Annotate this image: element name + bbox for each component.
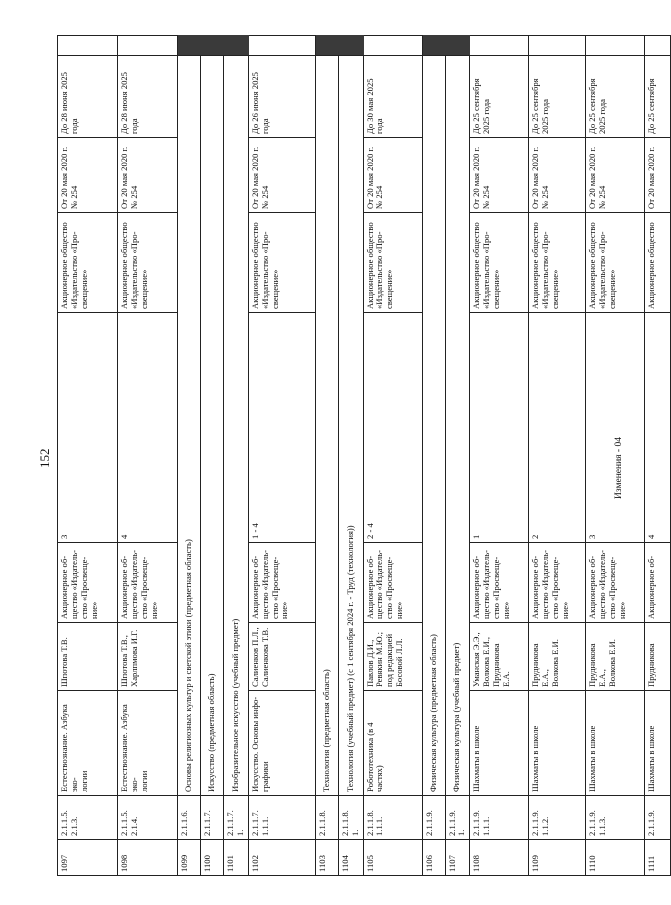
code-cell: 2.1.1.9. 1.1.3. <box>586 796 645 840</box>
section-header-cell: Технология (предметная область) <box>315 56 338 796</box>
row-number-cell: 1110 <box>586 840 645 876</box>
code-cell: 2.1.1.9. <box>422 796 445 840</box>
dark-edge-cell <box>201 36 224 56</box>
order-cell: От 20 мая 2020 г. № 254 <box>529 138 586 213</box>
dark-edge-cell <box>586 36 645 56</box>
organization-cell: Акционерное общество «Издательство «Про- свещение» <box>586 213 645 313</box>
valid-until-cell: До 25 сентября 2025 года <box>586 56 645 138</box>
row-number-cell: 1108 <box>470 840 529 876</box>
valid-until-cell: До 25 сентября 2025 года <box>470 56 529 138</box>
code-cell: 2.1.1.5. 2.1.3. <box>58 796 118 840</box>
publisher-cell: Акционерное об- щество «Издатель- ство «Просвеще- ние» <box>248 543 315 623</box>
table-row <box>224 36 249 876</box>
row-number-cell: 1106 <box>422 840 445 876</box>
code-cell: 2.1.1.9. 1.1.2. <box>529 796 586 840</box>
valid-until-cell: До 28 июня 2025 года <box>118 56 178 138</box>
organization-cell: Акционерное общество «Издательство «Про- свещение» <box>529 213 586 313</box>
order-cell: От 20 мая 2020 г. № 254 <box>470 138 529 213</box>
publisher-cell: Акционерное об- щество «Издатель- ство «Просвеще- ние» <box>470 543 529 623</box>
title-cell: Шахматы в школе <box>529 691 586 796</box>
table-row <box>586 36 645 876</box>
dark-edge-cell <box>645 36 671 56</box>
organization-cell: Акционерное общество «Издательство «Про- свещение» <box>58 213 118 313</box>
grade-cell: 2 - 4 <box>363 313 422 543</box>
publisher-cell: Акционерное об- щество «Издатель- ство «Просвеще- ние» <box>586 543 645 623</box>
row-number-cell: 1098 <box>118 840 178 876</box>
table-row <box>201 36 224 876</box>
dark-edge-cell <box>338 36 363 56</box>
valid-until-cell: До 25 сентября 2025 года <box>529 56 586 138</box>
dark-edge-cell <box>315 36 338 56</box>
title-cell: Естествознание. Азбука эко- логии <box>118 691 178 796</box>
section-header-cell: Искусство (предметная область) <box>201 56 224 796</box>
dark-edge-cell <box>422 36 445 56</box>
grade-cell: 1 - 4 <box>248 313 315 543</box>
row-number-cell: 1101 <box>224 840 249 876</box>
code-cell: 2.1.1.7. 1.1.1. <box>248 796 315 840</box>
valid-until-cell: До 30 мая 2025 года <box>363 56 422 138</box>
code-cell: 2.1.1.9. <box>645 796 671 840</box>
code-cell: 2.1.1.6. <box>178 796 201 840</box>
table-row <box>422 36 445 876</box>
dark-edge-cell <box>529 36 586 56</box>
dark-edge-cell <box>118 36 178 56</box>
code-cell: 2.1.1.8. <box>315 796 338 840</box>
title-cell: Естествознание. Азбука эко- логии <box>58 691 118 796</box>
row-number-cell: 1099 <box>178 840 201 876</box>
dark-edge-cell <box>58 36 118 56</box>
organization-cell: Акционерное общество «Издательство «Про- свещение» <box>118 213 178 313</box>
title-cell: Искусство. Основы инфо- графики <box>248 691 315 796</box>
grade-cell: 1 <box>470 313 529 543</box>
row-number-cell: 1104 <box>338 840 363 876</box>
textbook-table <box>57 35 671 876</box>
order-cell: От 20 мая 2020 г. № 254 <box>248 138 315 213</box>
row-number-cell: 1100 <box>201 840 224 876</box>
publisher-cell: Акционерное об- щество «Издатель- ство «Просвеще- ние» <box>363 543 422 623</box>
code-cell: 2.1.1.7. <box>201 796 224 840</box>
dark-edge-cell <box>178 36 201 56</box>
organization-cell: Акционерное общество «Издательство «Про- свещение» <box>363 213 422 313</box>
organization-cell: Акционерное общество <box>645 213 671 313</box>
authors-cell: Шпотова Т.В. <box>58 623 118 691</box>
code-cell: 2.1.1.8. 1.1.1. <box>363 796 422 840</box>
row-number-cell: 1111 <box>645 840 671 876</box>
table-row <box>529 36 586 876</box>
organization-cell: Акционерное общество «Издательство «Про- свещение» <box>470 213 529 313</box>
row-number-cell: 1102 <box>248 840 315 876</box>
order-cell: От 20 мая 2020 г. № 254 <box>586 138 645 213</box>
dark-edge-cell <box>470 36 529 56</box>
table-row <box>248 36 315 876</box>
code-cell: 2.1.1.5. 2.1.4. <box>118 796 178 840</box>
title-cell: Робототехника (в 4 частях) <box>363 691 422 796</box>
section-header-cell: Физическая культура (предметная область) <box>422 56 445 796</box>
grade-cell: 3 <box>58 313 118 543</box>
code-cell: 2.1.1.9. 1. <box>445 796 470 840</box>
grade-cell: 4 <box>118 313 178 543</box>
section-header-cell: Основы религиозных культур и светской этики (предметная область) <box>178 56 201 796</box>
organization-cell: Акционерное общество «Издательство «Про- свещение» <box>248 213 315 313</box>
table-row <box>445 36 470 876</box>
table-row <box>58 36 118 876</box>
authors-cell: Прудникова Е.А., Волкова Е.И. <box>529 623 586 691</box>
row-number-cell: 1109 <box>529 840 586 876</box>
authors-cell: Прудникова <box>645 623 671 691</box>
code-cell: 2.1.1.7. 1. <box>224 796 249 840</box>
order-cell: От 20 мая 2020 г. № 254 <box>58 138 118 213</box>
title-cell: Шахматы в школе <box>586 691 645 796</box>
title-cell: Шахматы в школе <box>470 691 529 796</box>
section-header-cell: Технология (учебный предмет) (с 1 сентября 2024 г. - Труд (технология)) <box>338 56 363 796</box>
table-row <box>363 36 422 876</box>
order-cell: От 20 мая 2020 г. № 254 <box>118 138 178 213</box>
code-cell: 2.1.1.8. 1. <box>338 796 363 840</box>
valid-until-cell: До 28 июня 2025 года <box>58 56 118 138</box>
code-cell: 2.1.1.9. 1.1.1. <box>470 796 529 840</box>
table-row <box>645 36 671 876</box>
publisher-cell: Акционерное об- щество «Издатель- ство «Просвеще- ние» <box>58 543 118 623</box>
order-cell: От 20 мая 2020 г. <box>645 138 671 213</box>
valid-until-cell: До 25 сентября <box>645 56 671 138</box>
dark-edge-cell <box>224 36 249 56</box>
order-cell: От 20 мая 2020 г. № 254 <box>363 138 422 213</box>
table-row <box>338 36 363 876</box>
authors-cell: Павлов Д.И., Ревякин М.Ю.; под редакцией Босовой Л.Л. <box>363 623 422 691</box>
grade-cell: 2 <box>529 313 586 543</box>
section-header-cell: Физическая культура (учебный предмет) <box>445 56 470 796</box>
publisher-cell: Акционерное об- <box>645 543 671 623</box>
section-header-cell: Изобразительное искусство (учебный предмет) <box>224 56 249 796</box>
title-cell: Шахматы в школе <box>645 691 671 796</box>
dark-edge-cell <box>445 36 470 56</box>
publisher-cell: Акционерное об- щество «Издатель- ство «Просвеще- ние» <box>529 543 586 623</box>
authors-cell: Шпотова Т.В., Харлпмова И.Г. <box>118 623 178 691</box>
grade-cell: 3 <box>586 313 645 543</box>
row-number-cell: 1107 <box>445 840 470 876</box>
footer-note: Изменения - 04 <box>614 437 624 499</box>
dark-edge-cell <box>248 36 315 56</box>
table-row <box>315 36 338 876</box>
grade-cell: 4 <box>645 313 671 543</box>
valid-until-cell: До 26 июня 2025 года <box>248 56 315 138</box>
table-row <box>470 36 529 876</box>
table-row <box>118 36 178 876</box>
publisher-cell: Акционерное об- щество «Издатель- ство «Просвеще- ние» <box>118 543 178 623</box>
table-row <box>178 36 201 876</box>
row-number-cell: 1105 <box>363 840 422 876</box>
row-number-cell: 1097 <box>58 840 118 876</box>
row-number-cell: 1103 <box>315 840 338 876</box>
authors-cell: Прудникова Е.А., Волкова Е.И. <box>586 623 645 691</box>
authors-cell: Уманская Э.Э., Волкова Е.И., Прудникова Е.А. <box>470 623 529 691</box>
page-number: 152 <box>37 448 52 468</box>
authors-cell: Салиенков П.Л., Салиенкова Т.В. <box>248 623 315 691</box>
dark-edge-cell <box>363 36 422 56</box>
